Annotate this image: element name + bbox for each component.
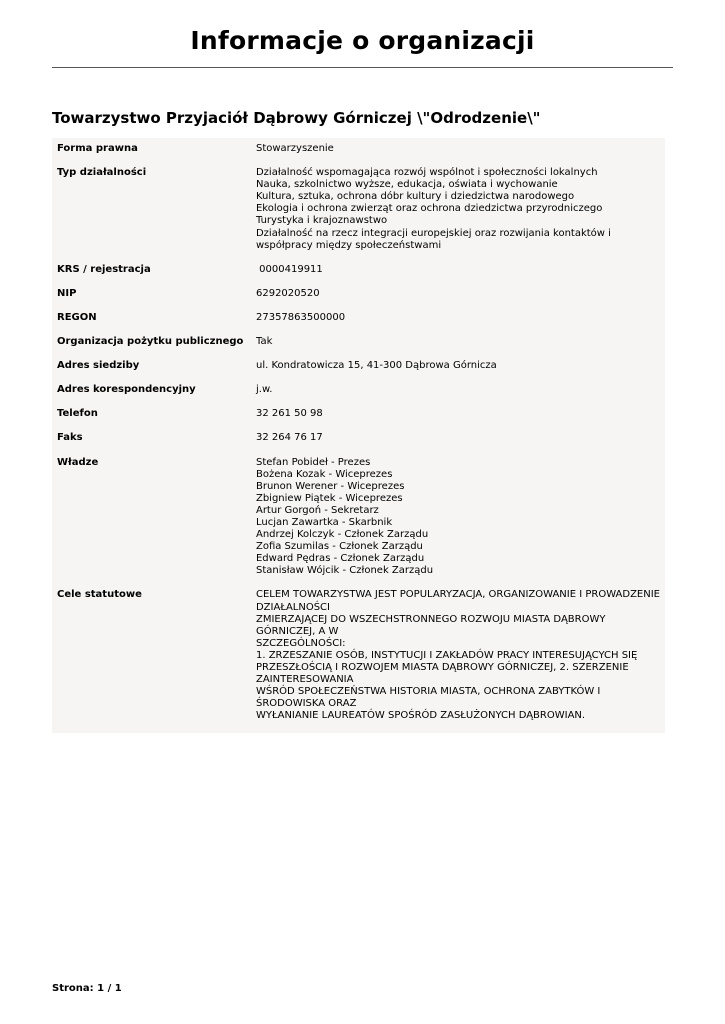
field-label: Forma prawna [57,143,138,154]
field-label: NIP [57,287,77,299]
field-value-line: 32 261 50 98 [255,408,323,420]
field-value-line: Brunon Werener - Wiceprezes [255,480,405,492]
field-value-line: Artur Gorgoń - Sekretarz [255,504,379,516]
field-value-line: WŚRÓD SPOŁECZEŃSTWA HISTORIA MIASTA, OCHRONA ZABYTKÓW I [255,686,601,698]
field-value-line: Kultura, sztuka, ochrona dóbr kultury i dziedzictwa narodowego [255,191,575,203]
field-value-line: PRZESZŁOŚCIĄ I ROZWOJEM MIASTA DĄBROWY GÓRNICZEJ, 2. SZERZENIE [255,662,629,673]
field-value-line: Andrzej Kolczyk - Członek Zarządu [255,529,429,541]
field-label: KRS / rejestracja [57,263,151,275]
field-label: Adres siedziby [57,360,140,372]
field-value-line: WYŁANIANIE LAUREATÓW SPOŚRÓD ZASŁUŻONYCH DĄBROWIAN. [255,710,586,722]
info-row [52,283,665,307]
organization-name: Towarzystwo Przyjaciół Dąbrowy Górniczej \"Odrodzenie\" [52,109,541,127]
field-value-line: Działalność wspomagająca rozwój wspólnot i społeczności lokalnych [255,167,598,179]
field-value [251,403,665,427]
field-value-line: Stowarzyszenie [255,143,334,154]
field-value-line: ul. Kondratowicza 15, 41-300 Dąbrowa Górnicza [255,360,497,372]
field-value-line: ZMIERZAJĄCEJ DO WSZECHSTRONNEGO ROZWOJU MIASTA DĄBROWY [255,613,606,625]
field-value-line: ŚRODOWISKA ORAZ [255,698,357,710]
field-value-line: j.w. [255,384,273,396]
field-value [251,584,665,733]
field-value-line: 27357863500000 [255,311,346,323]
field-value [251,355,665,379]
info-row [52,403,665,427]
field-value-line: Działalność na rzecz integracji europejskiej oraz rozwijania kontaktów i [255,227,611,239]
info-row [52,331,665,355]
info-row [52,138,665,162]
page-counter: Strona: 1 / 1 [52,983,122,994]
field-value [251,379,665,403]
page-title: Informacje o organizacji [190,26,535,55]
field-value-line: Edward Pędras - Członek Zarządu [255,553,425,565]
field-value-line: Stefan Pobideł - Prezes [255,456,371,468]
field-value-line: Tak [255,336,273,348]
info-row [52,379,665,403]
field-value-line: 1. ZRZESZANIE OSÓB, INSTYTUCJI I ZAKŁADÓW PRACY INTERESUJĄCYCH SIĘ [255,649,638,661]
field-value-line: Turystyka i krajoznawstwo [255,215,388,227]
field-label: Organizacja pożytku publicznego [57,336,244,348]
field-value [251,427,665,451]
info-row [52,584,665,733]
field-value-line: GÓRNICZEJ, A W [255,625,339,637]
field-value [251,138,665,162]
title-divider [52,67,673,68]
field-value-line: 0000419911 [255,263,323,275]
field-value [251,259,665,283]
field-value-line: Stanisław Wójcik - Członek Zarządu [255,565,434,577]
field-value-line: Lucjan Zawartka - Skarbnik [255,516,393,528]
field-label: Typ działalności [57,167,147,179]
info-row [52,452,665,585]
organization-info-table [52,138,665,733]
field-value-line: 6292020520 [255,287,320,299]
field-value-line: Nauka, szkolnictwo wyższe, edukacja, oświata i wychowanie [255,179,558,191]
field-label: REGON [57,311,97,323]
field-label: Adres korespondencyjny [57,384,196,396]
field-value-line: 32 264 76 17 [255,432,323,444]
field-value-line: współpracy między społeczeństwami [255,239,442,251]
field-value-line: Zbigniew Piątek - Wiceprezes [255,492,403,504]
field-value [251,452,665,585]
info-row [52,259,665,283]
field-value-line: CELEM TOWARZYSTWA JEST POPULARYZACJA, ORGANIZOWANIE I PROWADZENIE [255,589,660,601]
info-row [52,427,665,451]
field-value-line: Zofia Szumilas - Członek Zarządu [255,541,423,553]
field-label: Faks [57,432,83,444]
field-value [251,331,665,355]
field-value-line: ZAINTERESOWANIA [255,674,354,686]
info-row [52,355,665,379]
field-value [251,307,665,331]
field-value [251,162,665,259]
field-label: Władze [57,456,99,468]
field-label: Cele statutowe [57,589,142,601]
field-value-line: Ekologia i ochrona zwierząt oraz ochrona dziedzictwa przyrodniczego [255,203,603,215]
field-value-line: Bożena Kozak - Wiceprezes [255,468,393,480]
field-value-line: SZCZEGÓLNOŚCI: [255,637,346,649]
info-row [52,307,665,331]
field-value [251,283,665,307]
info-row [52,162,665,259]
field-value-line: DZIAŁALNOŚCI [255,601,330,613]
field-label: Telefon [57,408,98,420]
